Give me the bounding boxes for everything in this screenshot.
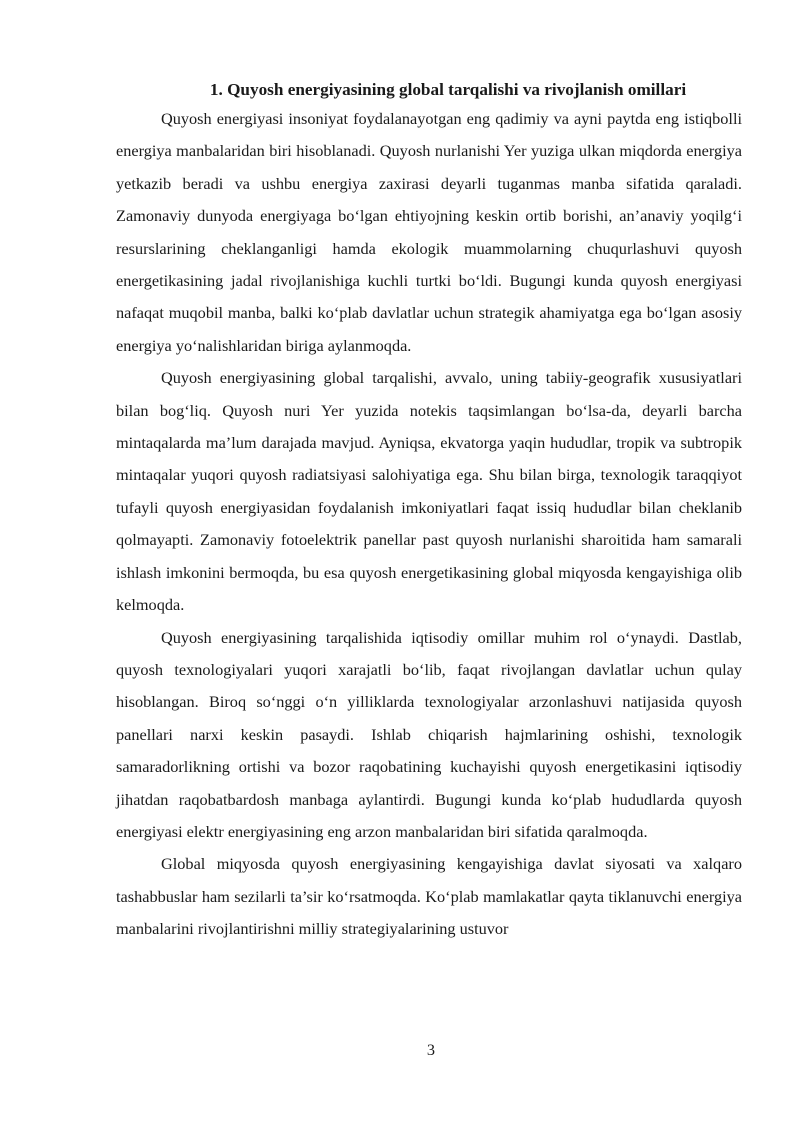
paragraph-1: Quyosh energiyasi insoniyat foydalanayotgan eng qadimiy va ayni paytda eng istiqbolli energiya manbalaridan biri hisoblanadi. Quyosh nurlanishi Yer yuziga ulkan miqdorda energiya yetkazib beradi va ushbu energiya zaxirasi deyarli tuganmas manba sifatida qaraladi. Zamonaviy dunyoda energiyaga bo‘lgan ehtiyojning keskin ortib borishi, an’anaviy yoqilg‘i resurslarining cheklanganligi hamda ekologik muammolarning chuqurlashuvi quyosh energetikasining jadal rivojlanishiga kuchli turtki bo‘ldi. Bugungi kunda quyosh energiyasi nafaqat muqobil manba, balki ko‘plab davlatlar uchun strategik ahamiyatga ega bo‘lgan asosiy energiya yo‘nalishlaridan biriga aylanmoqda. <box>116 109 742 355</box>
paragraph-2: Quyosh energiyasining global tarqalishi, avvalo, uning tabiiy-geografik xususiyatlari bilan bog‘liq. Quyosh nuri Yer yuzida notekis taqsimlangan bo‘lsa-da, deyarli barcha mintaqalarda ma’lum darajada mavjud. Ayniqsa, ekvatorga yaqin hududlar, tropik va subtropik mintaqalar yuqori quyosh radiatsiyasi salohiyatiga ega. Shu bilan birga, texnologik taraqqiyot tufayli quyosh energiyasidan foydalanish imkoniyatlari faqat issiq hududlar bilan cheklanib qolmayapti. Zamonaviy fotoelektrik panellar past quyosh nurlanishi sharoitida ham samarali ishlash imkonini bermoqda, bu esa quyosh energetikasining global miqyosda kengayishiga olib kelmoqda. <box>116 368 742 615</box>
paragraph-4: Global miqyosda quyosh energiyasining kengayishiga davlat siyosati va xalqaro tashabbuslar ham sezilarli ta’sir ko‘rsatmoqda. Ko‘plab mamlakatlar qayta tiklanuvchi energiya manbalarini rivojlantirishni milliy strategiyalarining ustuvor <box>116 854 742 939</box>
page-content <box>116 76 742 946</box>
paragraph-3: Quyosh energiyasining tarqalishida iqtisodiy omillar muhim rol o‘ynaydi. Dastlab, quyosh texnologiyalari yuqori xarajatli bo‘lib, faqat rivojlangan davlatlar uchun qulay hisoblangan. Biroq so‘nggi o‘n yilliklarda texnologiyalar arzonlashuvi natijasida quyosh panellari narxi keskin pasaydi. Ishlab chiqarish hajmlarining oshishi, texnologik samaradorlikning ortishi va bozor raqobatining kuchayishi quyosh energetikasini iqtisodiy jihatdan raqobatbardosh manbaga aylantirdi. Bugungi kunda ko‘plab hududlarda quyosh energiyasi elektr energiyasining eng arzon manbalaridan biri sifatida qaralmoqda. <box>116 627 742 841</box>
section-heading: 1. Quyosh energiyasining global tarqalishi va rivojlanish omillari <box>209 80 687 99</box>
page-number: 3 <box>426 1040 436 1059</box>
